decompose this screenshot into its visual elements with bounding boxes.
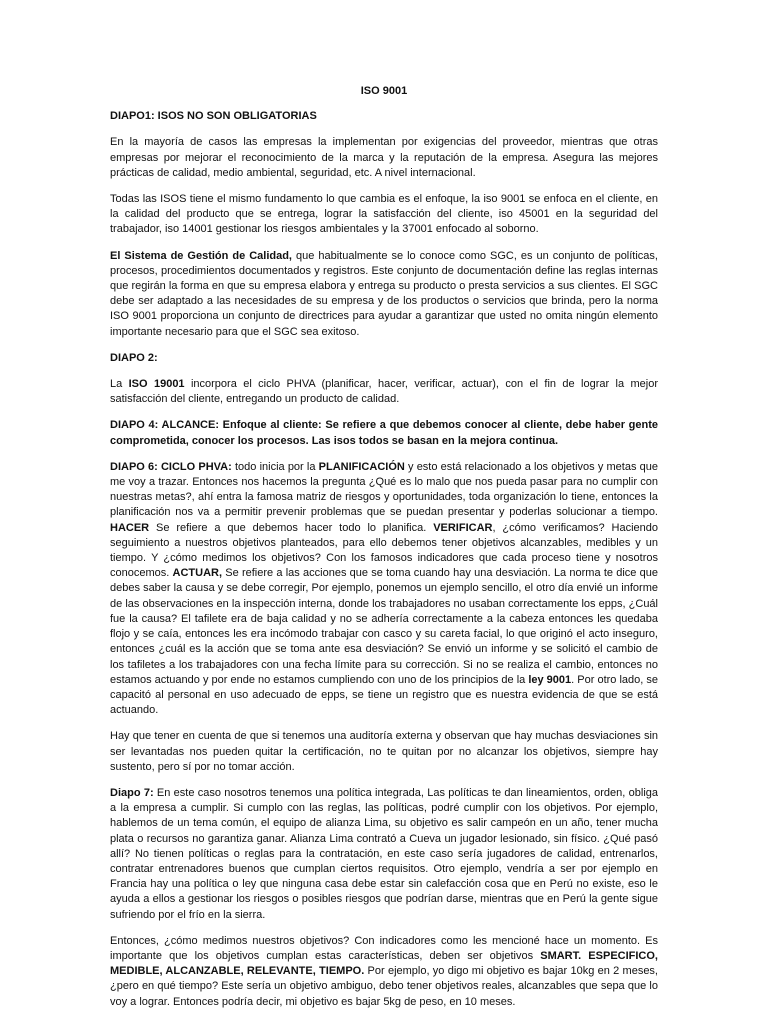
paragraph-diapo4: DIAPO 4: ALCANCE: Enfoque al cliente: Se refiere a que debemos conocer al cliente, debe haber gente comprometida, conocer los procesos. Las isos todos se basan en la mejora continua. [110,419,658,447]
paragraph: El Sistema de Gestión de Calidad, que habitualmente se lo conoce como SGC, es un conjunto de políticas, procesos, procedimientos documentados y registros. Este conjunto de documentación define las reglas internas que regirán la forma en que su empresa elabora y entrega su producto o presta servicios a sus clientes. El SGC debe ser adaptado a las necesidades de su empresa y de los productos o servicios que brinda, pero la norma ISO 9001 proporciona un conjunto de directrices para ayudar a garantizar que usted no omita ningún elemento importante necesario para que el SGC sea exitoso. [110,249,658,338]
bold-term: El Sistema de Gestión de Calidad, [110,249,292,262]
paragraph: Hay que tener en cuenta de que si tenemos una auditoría externa y observan que hay muchas desviaciones sin ser levantadas nos pueden quitar la certificación, no te quitan por no alcanzar los objetivos, siempre hay sustento, pero sí por no tomar acción. [110,730,658,773]
bold-term: ISO 19001 [128,378,185,391]
section-heading-diapo1: DIAPO1: ISOS NO SON OBLIGATORIAS [110,110,317,123]
section-heading-diapo2: DIAPO 2: [110,351,158,364]
paragraph: Todas las ISOS tiene el mismo fundamento lo que cambia es el enfoque, la iso 9001 se enfoca en el cliente, en la calidad del producto que se entrega, lograr la satisfacción del cliente, iso 45001 en la seguridad del trabajador, iso 14001 gestionar los riesgos ambientales y la 37001 enfocado al soborno. [110,193,658,236]
paragraph-smart: Entonces, ¿cómo medimos nuestros objetivos? Con indicadores como les mencioné hace un momento. Es importante que los objetivos cumplan estas características, deben ser objetivos SMART. ESPECIFICO, MEDIBLE, ALCANZABLE, RELEVANTE, TIEMPO. Por ejemplo, yo digo mi objetivo es bajar 10kg en 2 meses, ¿pero en qué tiempo? Este sería un objetivo ambiguo, debo tener objetivos reales, alcanzables que sepa que lo voy a lograr. Entonces podría decir, mi objetivo es bajar 5kg de peso, en 10 meses. [110,934,658,1008]
paragraph: En la mayoría de casos las empresas la implementan por exigencias del proveedor, mientras que otras empresas por mejorar el reconocimiento de la marca y la reputación de la empresa. Asegura las mejores prácticas de calidad, medio ambiental, seguridad, etc. A nivel internacional. [110,136,658,179]
paragraph-diapo7: Diapo 7: En este caso nosotros tenemos una política integrada, Las políticas te dan lineamientos, orden, obliga a la empresa a cumplir. Si cumplo con las reglas, las políticas, podré cumplir con los objetivos. Por ejemplo, hablemos de un tema común, el equipo de alianza Lima, su objetivo es salir campeón en un año, tener mucha plata o recursos no garantiza ganar. Alianza Lima contrató a Cueva un jugador lesionado, sin físico. ¿Qué pasó allí? No tienen políticas o reglas para la contratación, en este caso sería jugadores de calidad, entrenarlos, contratar entrenadores buenos que cumplan ciertos requisitos. Otro ejemplo, vendría a ser por ejemplo en Francia hay una política o ley que ninguna casa debe estar sin calefacción cosa que en Perú no existe, eso le ayuda a ellos a gestionar los riesgos o posibles riesgos que podrían darse, mientras que en Perú la gente sigue sufriendo por el frío en la sierra. [110,786,658,921]
paragraph: La ISO 19001 incorpora el ciclo PHVA (planificar, hacer, verificar, actuar), con el fin de lograr la mejor satisfacción del cliente, entregando un producto de calidad. [110,378,659,406]
paragraph-diapo6: DIAPO 6: CICLO PHVA: todo inicia por la PLANIFICACIÓN y esto está relacionado a los objetivos y metas que me voy a trazar. Entonces nos hacemos la pregunta ¿Qué es lo malo que nos pueda pasar para no cumplir con nuestras metas?, ahí entra la famosa matriz de riesgos y oportunidades, toda organización lo tiene, entonces la planificación nos va a permitir prevenir problemas que se puedan presentar y poderlas solucionar a tiempo. HACER Se refiere a que debemos hacer todo lo planifica. VERIFICAR, ¿cómo verificamos? Haciendo seguimiento a nuestros objetivos planteados, para ello debemos tener objetivos alcanzables, medibles y un tiempo. Y ¿cómo medimos los objetivos? Con los famosos indicadores que cada proceso tiene y nosotros conocemos. ACTUAR, Se refiere a las acciones que se toma cuando hay una desviación. La norma te dice que debes saber la causa y se debe corregir, Por ejemplo, ponemos un ejemplo sencillo, el otro día envié un informe de las observaciones en la inspección interna, donde los trabajadores no usaban correctamente los epps, ¿Cuál fue la causa? El tafilete era de baja calidad y no se adhería correctamente a la cabeza entonces les quedaba flojo y se caía, entonces les era incómodo trabajar con casco y su careta facial, lo que originó el acto inseguro, entonces ¿cuál es la acción que se toma ante esa desviación? Se envió un informe y se solicitó el cambio de los tafiletes a los trabajadores con una fecha límite para su corrección. Si no se realiza el cambio, entonces no estamos actuando y por ende no estamos cumpliendo con uno de los principios de la ley 9001. Por otro lado, se capacitó al personal en uso adecuado de epps, se tiene un registro que es nuestra evidencia de que se está actuando. [110,460,659,717]
document-title: ISO 9001 [360,85,408,97]
